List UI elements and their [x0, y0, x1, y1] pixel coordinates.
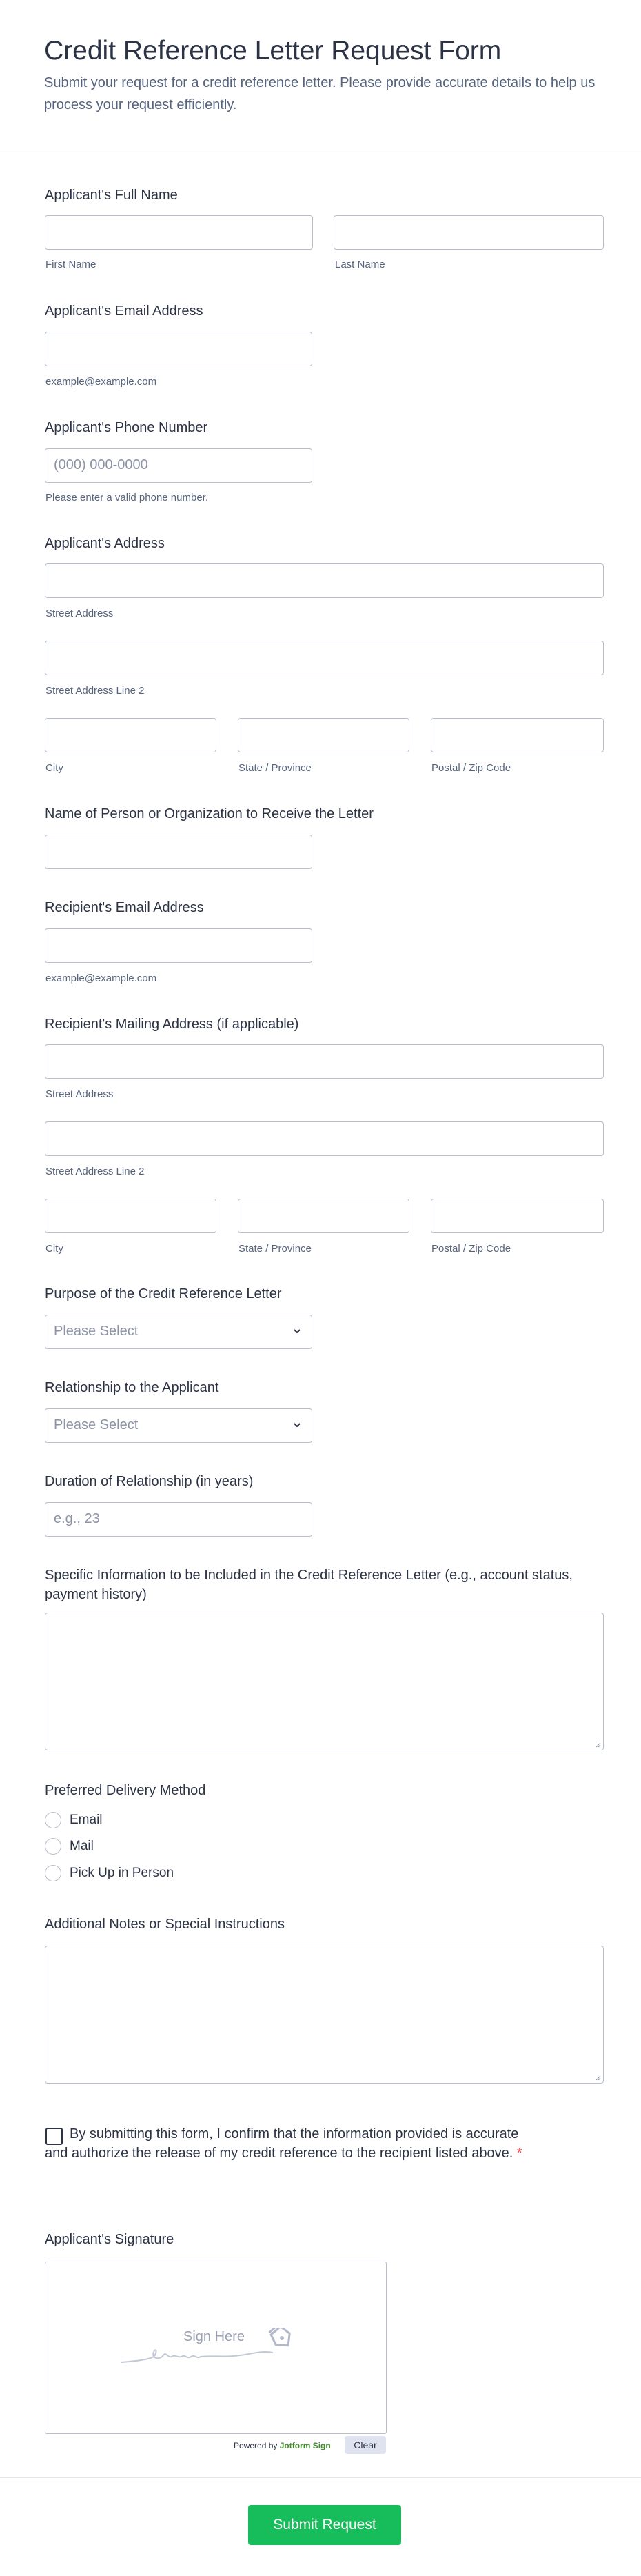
recipient-city-input[interactable]: [45, 1199, 216, 1233]
phone-placeholder: (000) 000-0000: [54, 457, 148, 472]
recipient-zip-sublabel: Postal / Zip Code: [431, 1243, 511, 1255]
applicant-email-input[interactable]: [45, 332, 312, 366]
applicant-name-label: Applicant's Full Name: [45, 188, 178, 203]
duration-placeholder: e.g., 23: [54, 1511, 100, 1526]
applicant-city-input[interactable]: [45, 718, 216, 752]
delivery-option-label: Pick Up in Person: [70, 1866, 174, 1880]
chevron-down-icon: [292, 1420, 302, 1430]
form-header: [0, 0, 641, 152]
recipient-email-input[interactable]: [45, 928, 312, 963]
footer-divider: [0, 2477, 641, 2478]
specific-info-textarea[interactable]: [45, 1613, 604, 1750]
applicant-zip-sublabel: Postal / Zip Code: [431, 762, 511, 774]
applicant-state-sublabel: State / Province: [238, 762, 312, 774]
radio-button[interactable]: [45, 1865, 61, 1881]
applicant-street-sublabel: Street Address: [45, 608, 114, 619]
submit-button[interactable]: Submit Request: [248, 2505, 401, 2545]
applicant-street2-input[interactable]: [45, 641, 604, 675]
recipient-email-label: Recipient's Email Address: [45, 900, 204, 915]
applicant-phone-sublabel: Please enter a valid phone number.: [45, 492, 208, 503]
recipient-street-sublabel: Street Address: [45, 1088, 114, 1100]
applicant-street2-sublabel: Street Address Line 2: [45, 685, 145, 697]
applicant-zip-input[interactable]: [431, 718, 604, 752]
purpose-placeholder: Please Select: [54, 1324, 139, 1339]
resize-handle-icon[interactable]: [594, 2074, 601, 2081]
recipient-street2-sublabel: Street Address Line 2: [45, 1166, 145, 1177]
last-name-input[interactable]: [334, 215, 604, 250]
applicant-street-input[interactable]: [45, 563, 604, 598]
relationship-label: Relationship to the Applicant: [45, 1380, 219, 1395]
page-subtitle: Submit your request for a credit reference letter. Please provide accurate details to help us process your request efficiently.: [44, 75, 596, 112]
specific-info-label: Specific Information to be Included in the Credit Reference Letter (e.g., account status, payment history): [45, 1568, 573, 1602]
applicant-email-label: Applicant's Email Address: [45, 303, 203, 319]
page-title: Credit Reference Letter Request Form: [44, 36, 502, 66]
first-name-sublabel: First Name: [45, 259, 96, 270]
duration-label: Duration of Relationship (in years): [45, 1474, 254, 1489]
recipient-street2-input[interactable]: [45, 1121, 604, 1156]
powered-by: [234, 2441, 331, 2450]
applicant-address-label: Applicant's Address: [45, 536, 165, 551]
powered-brand-link[interactable]: Jotform Sign: [279, 2441, 331, 2450]
clear-signature-button[interactable]: Clear: [345, 2436, 386, 2454]
applicant-email-sublabel: example@example.com: [45, 376, 157, 388]
recipient-name-label: Name of Person or Organization to Receive the Letter: [45, 806, 374, 821]
delivery-option-label: Mail: [70, 1839, 94, 1853]
resize-handle-icon[interactable]: [594, 1741, 601, 1748]
recipient-state-input[interactable]: [238, 1199, 409, 1233]
purpose-label: Purpose of the Credit Reference Letter: [45, 1286, 282, 1301]
powered-prefix: Powered by: [234, 2441, 278, 2450]
applicant-phone-input[interactable]: [45, 448, 312, 483]
delivery-label: Preferred Delivery Method: [45, 1783, 206, 1798]
recipient-street-input[interactable]: [45, 1044, 604, 1079]
recipient-state-sublabel: State / Province: [238, 1243, 312, 1255]
purpose-select[interactable]: [45, 1315, 312, 1349]
consent-text: [45, 2124, 527, 2163]
first-name-input[interactable]: [45, 215, 313, 250]
radio-button[interactable]: [45, 1838, 61, 1855]
signature-pad[interactable]: [45, 2262, 387, 2434]
applicant-state-input[interactable]: [238, 718, 409, 752]
required-mark: *: [516, 2146, 522, 2161]
signature-placeholder: Sign Here: [183, 2329, 245, 2344]
recipient-city-sublabel: City: [45, 1243, 63, 1255]
recipient-zip-input[interactable]: [431, 1199, 604, 1233]
applicant-city-sublabel: City: [45, 762, 63, 774]
relationship-placeholder: Please Select: [54, 1417, 139, 1432]
delivery-option-label: Email: [70, 1813, 103, 1827]
recipient-email-sublabel: example@example.com: [45, 972, 157, 984]
radio-button[interactable]: [45, 1812, 61, 1828]
duration-input[interactable]: [45, 1502, 312, 1537]
chevron-down-icon: [292, 1326, 302, 1336]
recipient-address-label: Recipient's Mailing Address (if applicable): [45, 1017, 299, 1032]
signature-label: Applicant's Signature: [45, 2232, 174, 2247]
notes-textarea[interactable]: [45, 1946, 604, 2084]
consent-label: By submitting this form, I confirm that the information provided is accurate and authorize the release of my credit reference to the recipient listed above.: [45, 2126, 519, 2161]
last-name-sublabel: Last Name: [335, 259, 385, 270]
notes-label: Additional Notes or Special Instructions: [45, 1917, 285, 1932]
recipient-name-input[interactable]: [45, 835, 312, 869]
relationship-select[interactable]: [45, 1408, 312, 1443]
applicant-phone-label: Applicant's Phone Number: [45, 420, 208, 435]
